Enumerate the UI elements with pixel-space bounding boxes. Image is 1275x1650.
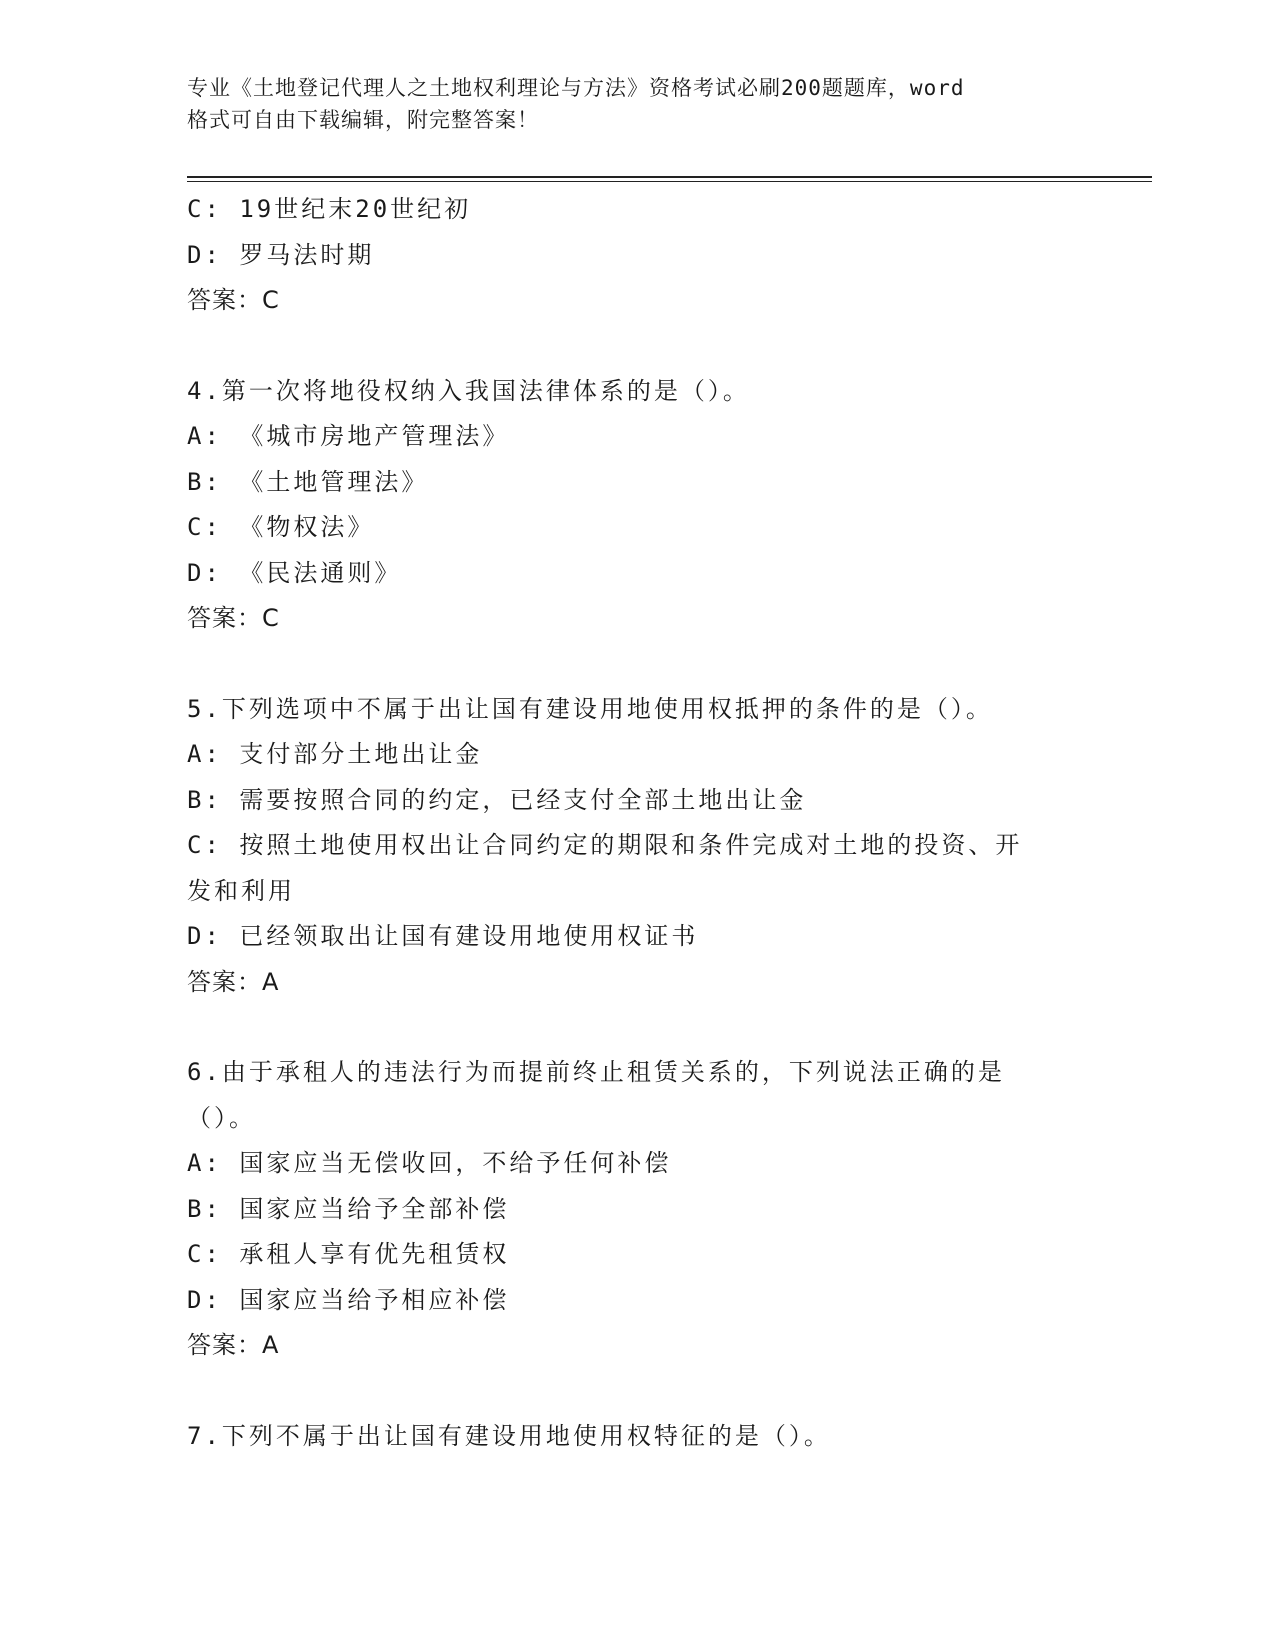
q6-option-d: D: 国家应当给予相应补偿 [187,1285,510,1314]
q4-question: 4.第一次将地役权纳入我国法律体系的是（）。 [187,376,750,405]
header-divider-thick [187,176,1152,178]
q5-option-b: B: 需要按照合同的约定，已经支付全部土地出让金 [187,785,807,814]
q5-answer: 答案：A [187,967,280,996]
spacer [187,324,1087,369]
q7-question: 7.下列不属于出让国有建设用地使用权特征的是（）。 [187,1421,831,1450]
q6-option-c: C: 承租人享有优先租赁权 [187,1240,510,1268]
q4-answer: 答案：C [187,604,280,632]
q3-option-c: C: 19世纪末20世纪初 [187,195,472,223]
q6-answer: 答案：A [187,1331,280,1359]
header-line-2: 格式可自由下载编辑，附完整答案！ [187,108,539,132]
q5-option-a: A: 支付部分土地出让金 [187,740,483,768]
spacer [187,1369,1087,1414]
question-list [187,187,1087,1459]
q3-answer: 答案：C [187,286,280,314]
q5-option-c-line1: C: 按照土地使用权出让合同约定的期限和条件完成对土地的投资、开 [187,831,1023,859]
q3-option-d: D: 罗马法时期 [187,240,375,269]
q4-option-b: B: 《土地管理法》 [187,467,429,496]
header-line-1: 专业《土地登记代理人之土地权利理论与方法》资格考试必刷200题题库，word [187,76,965,100]
q6-question-line1: 6.由于承租人的违法行为而提前终止租赁关系的，下列说法正确的是 [187,1058,1005,1086]
q4-option-a: A: 《城市房地产管理法》 [187,422,510,450]
q6-option-b: B: 国家应当给予全部补偿 [187,1194,510,1223]
q4-option-c: C: 《物权法》 [187,513,375,541]
q6-question-line2: （）。 [187,1103,256,1132]
q6-option-a: A: 国家应当无偿收回，不给予任何补偿 [187,1149,672,1177]
q5-question: 5.下列选项中不属于出让国有建设用地使用权抵押的条件的是（）。 [187,694,993,723]
document-header [187,72,1067,136]
q4-option-d: D: 《民法通则》 [187,558,402,587]
spacer [187,1005,1087,1050]
spacer [187,642,1087,687]
header-divider-thin [187,181,1152,182]
q5-option-d: D: 已经领取出让国有建设用地使用权证书 [187,922,699,950]
q5-option-c-line2: 发和利用 [187,876,295,905]
